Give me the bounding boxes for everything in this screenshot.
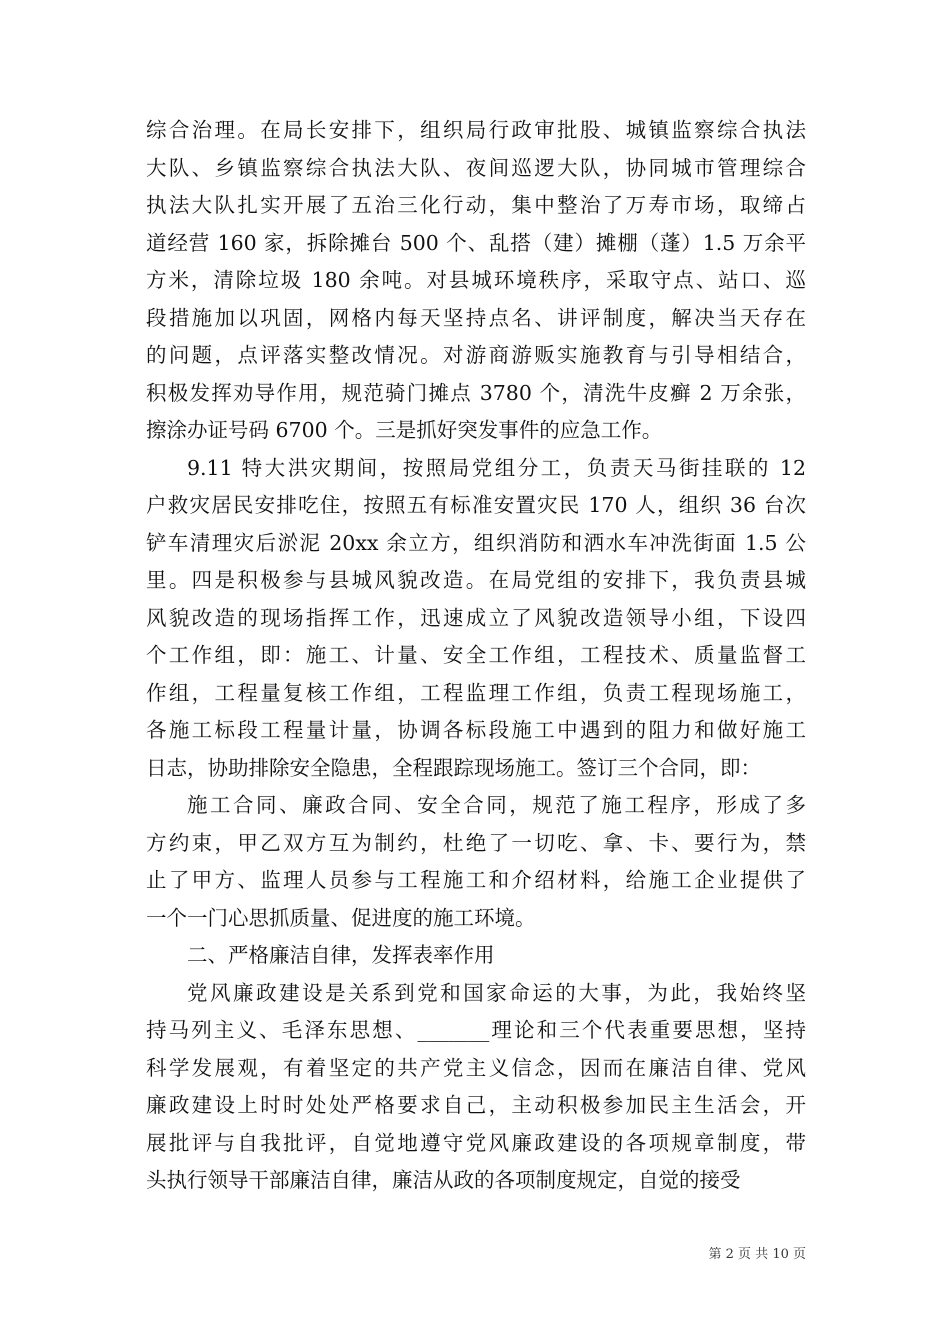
text-line: 二、严格廉洁自律，发挥表率作用 [187, 943, 495, 967]
text-line: 作组，工程量复核工作组，工程监理工作组，负责工程现场施工， [146, 680, 806, 705]
text-line: 展批评与自我批评，自觉地遵守党风廉政建设的各项规章制度，带 [146, 1130, 806, 1155]
text-line: 方约束，甲乙双方互为制约，杜绝了一切吃、拿、卡、要行为，禁 [146, 830, 806, 855]
text-line: 铲车清理灾后淤泥 20xx 余立方，组织消防和洒水车冲洗街面 1.5 公 [146, 530, 806, 555]
paragraph [146, 112, 806, 450]
paragraph [146, 975, 806, 1200]
text-line: 持马列主义、毛泽东思想、_______理论和三个代表重要思想，坚持 [146, 1018, 806, 1042]
text-line: 一个一门心思抓质量、促进度的施工环境。 [146, 905, 536, 930]
text-line: 擦涂办证号码 6700 个。三是抓好突发事件的应急工作。 [146, 418, 663, 442]
text-line: 里。四是积极参与县城风貌改造。在局党组的安排下，我负责县城 [146, 568, 806, 592]
text-line: 大队、乡镇监察综合执法大队、夜间巡逻大队，协同城市管理综合 [146, 155, 806, 180]
text-line: 科学发展观，有着坚定的共产党主义信念，因而在廉洁自律、党风 [146, 1055, 806, 1080]
text-line: 9.11 特大洪灾期间，按照局党组分工，负责天马街挂联的 12 [187, 455, 806, 480]
text-line: 廉政建设上时时处处严格要求自己，主动积极参加民主生活会，开 [146, 1093, 806, 1117]
paragraph [146, 787, 806, 937]
text-line: 执法大队扎实开展了五治三化行动，集中整治了万寿市场，取缔占 [146, 193, 806, 217]
text-line: 止了甲方、监理人员参与工程施工和介绍材料，给施工企业提供了 [146, 868, 806, 892]
page-number-footer: 第 2 页 共 10 页 [708, 1247, 806, 1262]
text-line: 道经营 160 家，拆除摊台 500 个、乱搭（建）摊棚（蓬）1.5 万余平 [146, 230, 806, 255]
text-line: 方米，清除垃圾 180 余吨。对县城环境秩序，采取守点、站口、巡 [146, 268, 806, 292]
text-line: 头执行领导干部廉洁自律，廉洁从政的各项制度规定，自觉的接受 [146, 1168, 741, 1192]
text-line: 户救灾居民安排吃住，按照五有标准安置灾民 170 人，组织 36 台次 [146, 493, 806, 517]
text-line: 的问题，点评落实整改情况。对游商游贩实施教育与引导相结合， [146, 343, 806, 367]
text-line: 个工作组，即：施工、计量、安全工作组，工程技术、质量监督工 [146, 643, 806, 667]
text-line: 段措施加以巩固，网格内每天坚持点名、讲评制度，解决当天存在 [146, 305, 806, 330]
text-line: 各施工标段工程量计量，协调各标段施工中遇到的阻力和做好施工 [146, 718, 806, 742]
paragraph [146, 450, 806, 788]
document-body [146, 112, 806, 1200]
text-line: 日志，协助排除安全隐患，全程跟踪现场施工。签订三个合同，即： [146, 755, 761, 780]
text-line: 综合治理。在局长安排下，组织局行政审批股、城镇监察综合执法 [146, 118, 806, 142]
text-line: 积极发挥劝导作用，规范骑门摊点 3780 个，清洗牛皮癣 2 万余张， [146, 380, 806, 405]
text-line: 风貌改造的现场指挥工作，迅速成立了风貌改造领导小组，下设四 [146, 605, 806, 630]
text-line: 施工合同、廉政合同、安全合同，规范了施工程序，形成了多 [187, 793, 806, 817]
text-line: 党风廉政建设是关系到党和国家命运的大事，为此，我始终坚 [187, 980, 806, 1005]
paragraph [146, 937, 806, 975]
